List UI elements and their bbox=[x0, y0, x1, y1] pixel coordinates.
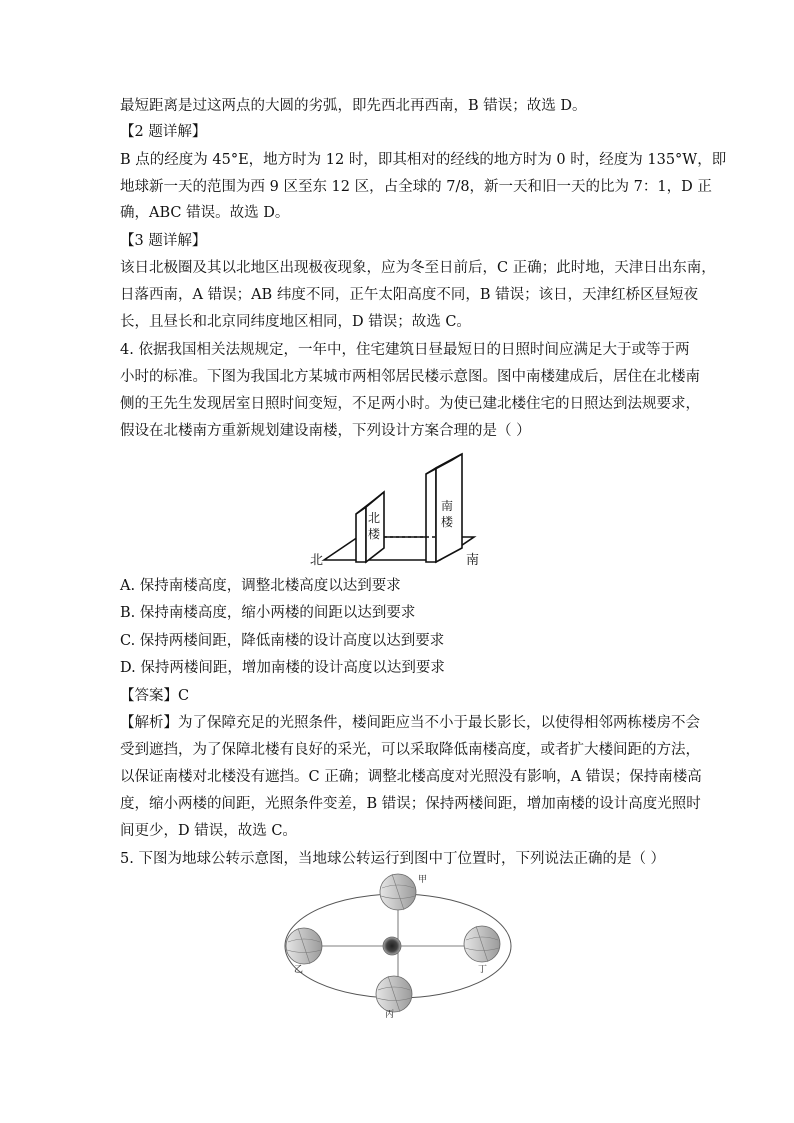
position-label-yi: 乙 bbox=[294, 965, 304, 975]
earth-bing-icon bbox=[376, 976, 412, 1012]
analysis-line4: 度，缩小两楼的间距，光照条件变差，B 错误；保持两楼间距，增加南楼的设计高度光照时 bbox=[120, 796, 701, 812]
north-building-label-2: 楼 bbox=[368, 527, 381, 541]
section-heading-q2: 【2 题详解】 bbox=[120, 124, 207, 140]
north-ground-label: 北 bbox=[310, 553, 324, 567]
position-label-ding: 丁 bbox=[478, 965, 488, 975]
question-4-line3: 侧的王先生发现居室日照时间变短，不足两小时。为使已建北楼住宅的日照达到法规要求， bbox=[120, 396, 700, 412]
south-building-label-1: 南 bbox=[441, 499, 454, 513]
paragraph-q3-line3: 长，且昼长和北京同纬度地区相同，D 错误；故选 C。 bbox=[120, 314, 471, 330]
orbit-diagram bbox=[278, 868, 518, 1018]
sun-icon bbox=[383, 937, 401, 955]
position-label-bing: 丙 bbox=[385, 1010, 395, 1018]
question-4-line1: 4. 依据我国相关法规规定，一年中，住宅建筑日昼最短日的日照时间应满足大于或等于两 bbox=[120, 342, 690, 358]
analysis-line1: 【解析】为了保障充足的光照条件，楼间距应当不小于最长影长，以使得相邻两栋楼房不会 bbox=[120, 715, 700, 731]
earth-ding-icon bbox=[464, 926, 500, 962]
south-building-label-2: 楼 bbox=[441, 515, 454, 529]
answer-line: 【答案】C bbox=[120, 688, 190, 704]
question-4-line2: 小时的标准。下图为我国北方某城市两相邻居民楼示意图。图中南楼建成后，居住在北楼南 bbox=[120, 369, 700, 385]
paragraph-q3-line2: 日落西南，A 错误；AB 纬度不同，正午太阳高度不同，B 错误；该日，天津红桥区昼短夜 bbox=[120, 287, 699, 303]
paragraph-q1-end: 最短距离是过这两点的大圆的劣弧，即先西北再西南，B 错误；故选 D。 bbox=[120, 98, 587, 114]
option-c: C. 保持两楼间距，降低南楼的设计高度以达到要求 bbox=[120, 633, 445, 649]
north-building-label-1: 北 bbox=[368, 511, 381, 525]
analysis-line2: 受到遮挡，为了保障北楼有良好的采光，可以采取降低南楼高度，或者扩大楼间距的方法， bbox=[120, 742, 700, 758]
earth-yi-icon bbox=[286, 928, 322, 964]
question-5: 5. 下图为地球公转示意图，当地球公转运行到图中丁位置时，下列说法正确的是（ ） bbox=[120, 851, 666, 867]
earth-jia-icon bbox=[380, 874, 416, 910]
paragraph-q3-line1: 该日北极圈及其以北地区出现极夜现象，应为冬至日前后，C 正确；此时地，天津日出东南， bbox=[120, 260, 716, 276]
south-ground-label: 南 bbox=[466, 553, 480, 567]
position-label-jia: 甲 bbox=[418, 875, 428, 885]
question-4-line4: 假设在北楼南方重新规划建设南楼，下列设计方案合理的是（ ） bbox=[120, 423, 531, 439]
option-a: A. 保持南楼高度，调整北楼高度以达到要求 bbox=[120, 578, 401, 594]
paragraph-q2-line2: 地球新一天的范围为西 9 区至东 12 区，占全球的 7/8，新一天和旧一天的比为 7：1，D 正 bbox=[120, 179, 712, 195]
section-heading-q3: 【3 题详解】 bbox=[120, 233, 207, 249]
option-b: B. 保持南楼高度，缩小两楼的间距以达到要求 bbox=[120, 605, 416, 621]
paragraph-q2-line3: 确，ABC 错误。故选 D。 bbox=[120, 205, 290, 221]
analysis-line5: 间更少，D 错误，故选 C。 bbox=[120, 823, 297, 839]
building-diagram bbox=[306, 452, 496, 567]
option-d: D. 保持两楼间距，增加南楼的设计高度以达到要求 bbox=[120, 660, 445, 676]
analysis-line3: 以保证南楼对北楼没有遮挡。C 正确；调整北楼高度对光照没有影响，A 错误；保持南楼高 bbox=[120, 769, 702, 785]
paragraph-q2-line1: B 点的经度为 45°E，地方时为 12 时，即其相对的经线的地方时为 0 时，经度为 135°W，即 bbox=[120, 152, 727, 168]
